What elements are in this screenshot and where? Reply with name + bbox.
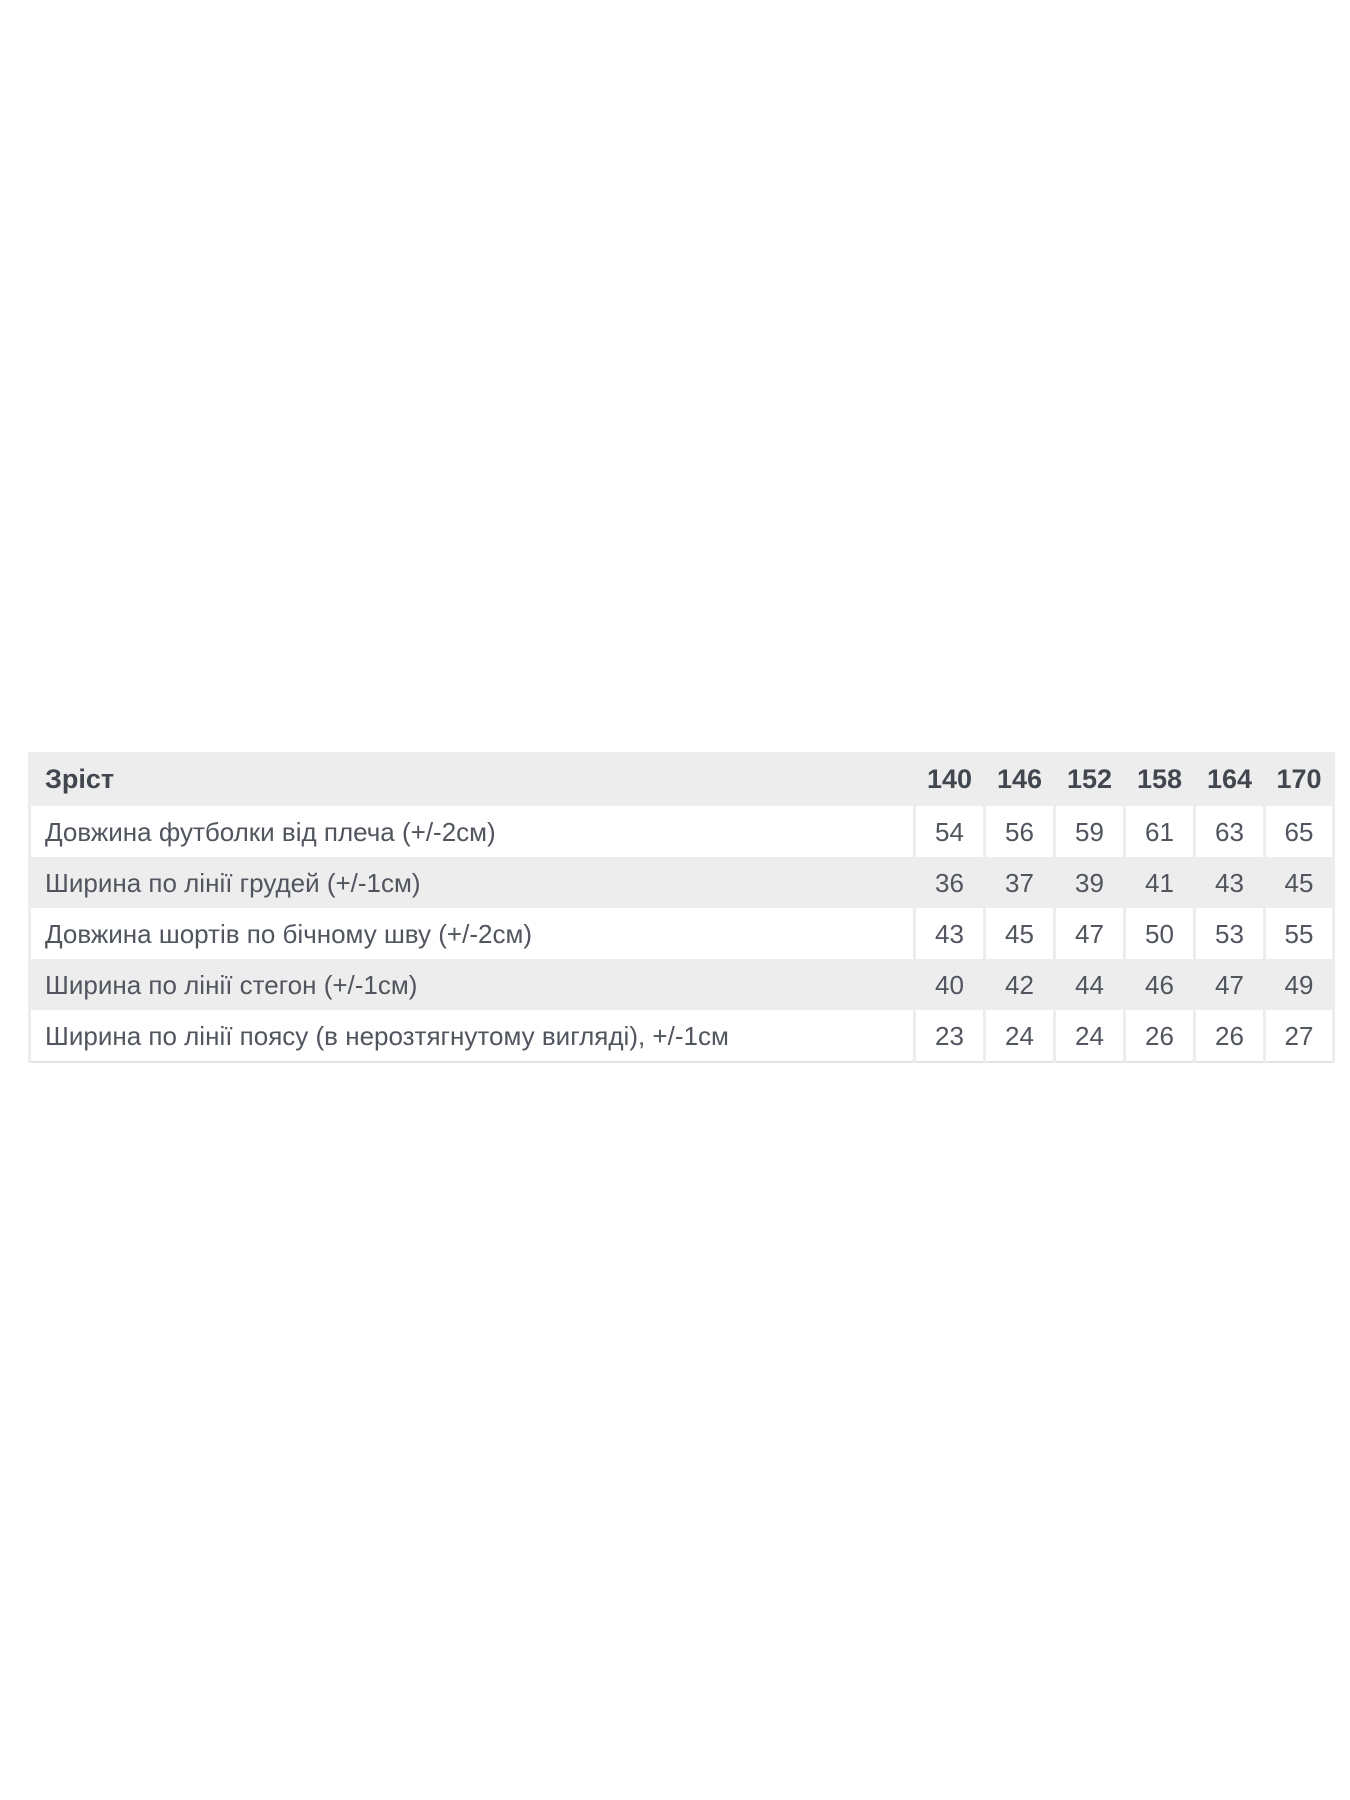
value-cell: 45 (985, 908, 1055, 959)
measurement-row (30, 806, 1334, 857)
measurement-row (30, 857, 1334, 908)
row-label: Довжина футболки від плеча (+/-2см) (30, 806, 915, 857)
value-cell: 46 (1125, 959, 1195, 1010)
value-cell: 47 (1055, 908, 1125, 959)
value-cell: 65 (1265, 806, 1334, 857)
value-cell: 26 (1125, 1010, 1195, 1062)
value-cell: 55 (1265, 908, 1334, 959)
measurement-row (30, 908, 1334, 959)
value-cell: 54 (915, 806, 985, 857)
header-size-152: 152 (1055, 752, 1125, 806)
measurement-row (30, 1010, 1334, 1062)
header-label: Зріст (30, 752, 915, 806)
value-cell: 45 (1265, 857, 1334, 908)
value-cell: 42 (985, 959, 1055, 1010)
value-cell: 50 (1125, 908, 1195, 959)
row-label: Ширина по лінії грудей (+/-1см) (30, 857, 915, 908)
value-cell: 26 (1195, 1010, 1265, 1062)
value-cell: 24 (1055, 1010, 1125, 1062)
row-label: Ширина по лінії поясу (в нерозтягнутому вигляді), +/-1см (30, 1010, 915, 1062)
value-cell: 44 (1055, 959, 1125, 1010)
value-cell: 47 (1195, 959, 1265, 1010)
value-cell: 23 (915, 1010, 985, 1062)
value-cell: 63 (1195, 806, 1265, 857)
value-cell: 49 (1265, 959, 1334, 1010)
size-chart (28, 752, 1332, 1063)
row-label: Довжина шортів по бічному шву (+/-2см) (30, 908, 915, 959)
value-cell: 27 (1265, 1010, 1334, 1062)
value-cell: 41 (1125, 857, 1195, 908)
header-size-146: 146 (985, 752, 1055, 806)
header-size-140: 140 (915, 752, 985, 806)
value-cell: 36 (915, 857, 985, 908)
value-cell: 56 (985, 806, 1055, 857)
value-cell: 43 (915, 908, 985, 959)
value-cell: 61 (1125, 806, 1195, 857)
row-label: Ширина по лінії стегон (+/-1см) (30, 959, 915, 1010)
value-cell: 39 (1055, 857, 1125, 908)
header-row (30, 752, 1334, 806)
value-cell: 43 (1195, 857, 1265, 908)
value-cell: 37 (985, 857, 1055, 908)
value-cell: 53 (1195, 908, 1265, 959)
value-cell: 40 (915, 959, 985, 1010)
header-size-158: 158 (1125, 752, 1195, 806)
measurement-row (30, 959, 1334, 1010)
header-size-164: 164 (1195, 752, 1265, 806)
size-chart-table (28, 752, 1335, 1063)
value-cell: 24 (985, 1010, 1055, 1062)
header-size-170: 170 (1265, 752, 1334, 806)
value-cell: 59 (1055, 806, 1125, 857)
